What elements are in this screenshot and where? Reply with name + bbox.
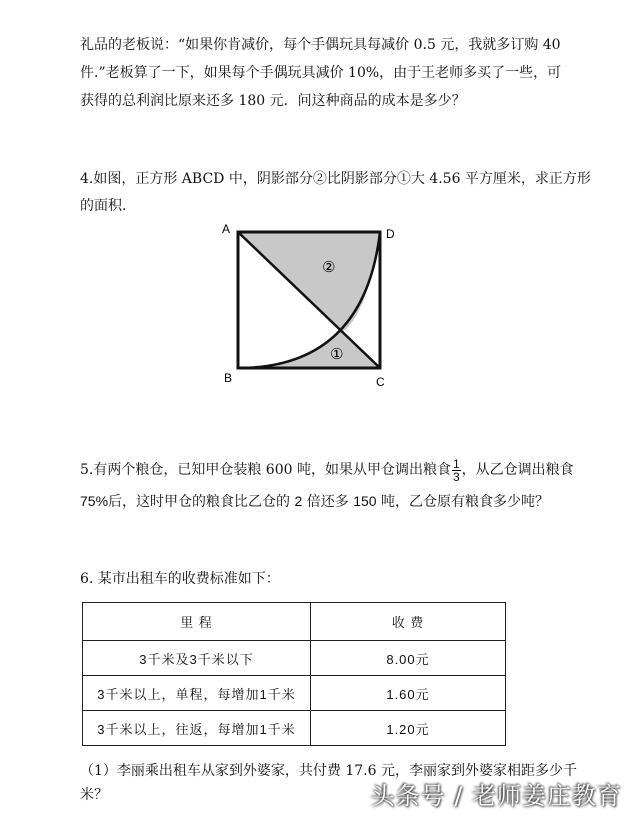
table-row (83, 641, 506, 676)
table-cell: 1.20元 (311, 711, 506, 746)
question-5-line-2 (80, 492, 549, 511)
square-abcd-figure (200, 216, 410, 396)
header-fare: 收 费 (311, 603, 506, 641)
question-4-line-1: 4.如图，正方形 ABCD 中，阴影部分②比阴影部分①大 4.56 平方厘米，求正方形 (80, 171, 591, 187)
table-row (83, 711, 506, 746)
vertex-label-a: A (222, 222, 231, 236)
table-cell: 1.60元 (311, 676, 506, 711)
table-cell: 3千米以上，单程，每增加1千米 (83, 676, 311, 711)
region-label-2: ② (322, 258, 336, 276)
region-label-1: ① (330, 345, 344, 363)
table-cell: 3千米及3千米以下 (83, 641, 311, 676)
q5-percent: 75% (80, 493, 109, 509)
table-header-row (83, 603, 506, 641)
header-distance: 里 程 (83, 603, 311, 641)
q5-extra: 150 (353, 493, 377, 509)
question-4-line-2: 的面积. (80, 198, 127, 214)
question-5-text-b: ，从乙仓调出粮食 (461, 462, 574, 478)
vertex-label-d: D (386, 227, 395, 241)
table-cell: 8.00元 (311, 641, 506, 676)
q5-text-d: 倍还多 (302, 494, 354, 510)
intro-line-2: 件.”老板算了一下，如果每个手偶玩具减价 10%，由于王老师多买了一些，可 (80, 65, 562, 81)
question-5-line-1 (80, 455, 574, 485)
intro-line-3: 获得的总利润比原来还多 180 元．问这种商品的成本是多少？ (80, 93, 466, 109)
q5-multiplier: 2 (294, 493, 303, 509)
q5-text-c: 后，这时甲仓的粮食比乙仓的 (108, 494, 295, 510)
fraction-one-third (452, 458, 461, 483)
taxi-fare-table (82, 602, 506, 746)
fraction-numerator: 1 (452, 456, 460, 471)
question-5-text-a: 5.有两个粮仓，已知甲仓装粮 600 吨，如果从甲仓调出粮食 (80, 462, 451, 478)
table-cell: 3千米以上，往返，每增加1千米 (83, 711, 311, 746)
q5-text-e: 吨，乙仓原有粮食多少吨？ (376, 494, 549, 510)
intro-line-1: 礼品的老板说：“如果你肯减价，每个手偶玩具每减价 0.5 元，我就多订购 40 (80, 37, 561, 53)
table-row (83, 676, 506, 711)
question-6-sub1-line-1: （1）李丽乘出租车从家到外婆家，共付费 17.6 元，李丽家到外婆家相距多少千 (80, 763, 577, 779)
shaded-region-2 (238, 232, 380, 332)
question-6-title: 6. 某市出租车的收费标准如下： (80, 571, 280, 587)
fraction-denominator: 3 (452, 469, 460, 484)
question-6-sub1-line-2: 米？ (80, 787, 108, 803)
vertex-label-c: C (376, 375, 385, 389)
watermark: 头条号 / 老师姜庄教育 (370, 782, 622, 810)
vertex-label-b: B (224, 371, 233, 385)
